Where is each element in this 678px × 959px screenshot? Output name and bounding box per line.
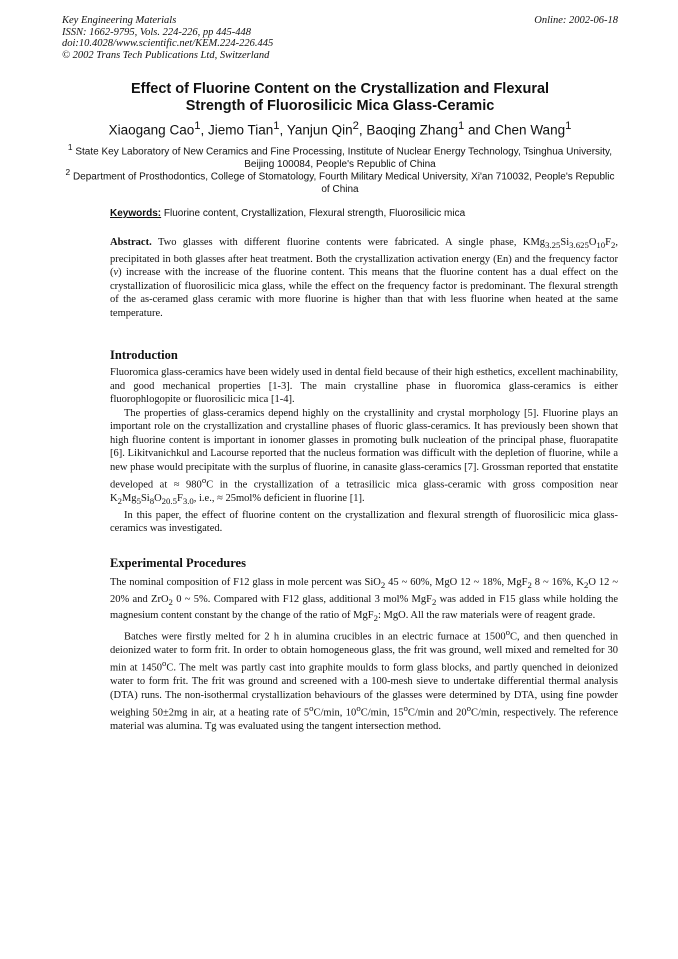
exp-text: C/min and 20 <box>407 707 467 719</box>
degree-symbol: o <box>161 658 167 669</box>
exp-text: 0 ~ 5%. Compared with F12 glass, additional 3 mol% MgF <box>172 593 432 605</box>
journal-header <box>62 15 618 61</box>
doi-line: doi:10.4028/www.scientific.net/KEM.224-226.445 <box>62 38 274 49</box>
author-3-affil: 2 <box>352 120 359 132</box>
issn-line: ISSN: 1662-9795, Vols. 224-226, pp 445-448 <box>62 26 251 38</box>
degree-symbol: o <box>201 475 207 485</box>
abstract-text: F <box>605 237 612 248</box>
affiliation-2 <box>62 166 618 196</box>
degree-symbol: o <box>466 703 472 714</box>
subscript: 2 <box>527 580 532 591</box>
subscript: 2 <box>117 496 122 507</box>
exp-text: C/min, 15 <box>360 707 404 719</box>
intro-text: , i.e., ≈ 25mol% deficient in fluorine [1]. <box>193 493 365 504</box>
intro-text: The properties of glass-ceramics depend highly on the crystallinity and crystal morphology [5]. Fluorine plays an important role on the crystallization and crystalline phases of fluoric glass-ceramics. It has previously been shown that high fluorine content is important in ionomer glasses in promoting bulk nucleation of the principal phase, fluorapatite [6]. Likitvanichkul and Lacourse reported that the nucleus formation was difficult with the depletion of fluorine, while a new phase would precipitate with the surplus of fluorine, in canasite glass-ceramics [7]. Grossman reported that enstatite developed at ≈ 980 <box>110 407 618 491</box>
affiliation-2-marker: 2 <box>65 167 71 177</box>
paper-title <box>62 81 618 115</box>
exp-text: O 12 ~ 20% and ZrO <box>110 577 619 605</box>
exp-paragraph-2 <box>110 626 618 734</box>
exp-text: C/min, 10 <box>313 707 357 719</box>
author-1: Xiaogang Cao <box>108 122 195 138</box>
intro-paragraph-2 <box>110 407 618 509</box>
exp-text: : MgO. All the raw materials were of reagent grade. <box>377 610 596 622</box>
subscript: 2 <box>168 596 173 607</box>
affiliation-1-text: State Key Laboratory of New Ceramics and Fine Processing, Institute of Nuclear Energy Technology, Tsinghua University, Beijing 100084, People's Republic of China <box>75 146 613 170</box>
abstract-paragraph <box>110 236 618 320</box>
degree-symbol: o <box>309 703 314 714</box>
exp-text: C. The melt was partly cast into graphite moulds to form glass blocks, and partly quenched in deionized water to form frit. The frit was ground and screened with a 100-mesh sieve to undertake differential thermal analysis (DTA) runs. The non-isothermal crystallization behaviours of the glasses were determined by DTA, using fine powder weighing 50±2mg in air, at a heating rate of 5 <box>110 662 618 719</box>
intro-text: Si <box>140 493 150 504</box>
copyright-line: © 2002 Trans Tech Publications Ltd, Switzerland <box>62 49 270 61</box>
keywords-text: Fluorine content, Crystallization, Flexural strength, Fluorosilicic mica <box>163 208 466 219</box>
abstract-text: , precipitated in both glasses after heat treatment. Both the crystallization activation energy (En) and the frequency factor ( <box>110 237 619 279</box>
author-3: Yanjun Qin <box>286 122 353 138</box>
introduction-heading: Introduction <box>110 348 178 362</box>
author-list: Xiaogang Cao$^1$, Jiemo Tian$^1$, Yanjun Qin$^2$, Baoqing Zhang$^1$ and Chen Wang$^1$ <box>108 120 572 138</box>
author-1-affil: 1 <box>194 120 201 132</box>
experimental-heading: Experimental Procedures <box>110 556 246 570</box>
intro-paragraph-1: Fluoromica glass-ceramics have been widely used in dental field because of their high esthetics, excellent machinability, and good mechanical properties [1-3]. The main crystalline phase in fluoromica glass-ceramics is either fluorophlogopite or fluorosilicic mica [1-4]. <box>110 367 618 405</box>
author-5: Chen Wang <box>494 122 566 138</box>
journal-name: Key Engineering Materials <box>62 15 177 26</box>
exp-text: 45 ~ 60%, MgO 12 ~ 18%, MgF <box>385 577 528 588</box>
abstract-text: Two glasses with different fluorine contents were fabricated. A single phase, KMg <box>157 237 546 248</box>
subscript: 2 <box>380 580 386 591</box>
subscript: 20.5 <box>161 496 177 507</box>
subscript: 2 <box>373 613 378 624</box>
introduction-body <box>110 366 618 536</box>
subscript: 3.625 <box>569 240 589 251</box>
exp-text: C, and then quenched in deionized water to form frit. In order to obtain homogeneous glass, the frit was ground, well mixed and remelted for 30 min at 1450 <box>110 631 618 674</box>
keywords-label: Keywords: <box>110 208 162 219</box>
title-line-2: Strength of Fluorosilicic Mica Glass-Ceramic <box>185 98 495 114</box>
title-line-1: Effect of Fluorine Content on the Crystallization and Flexural <box>130 81 550 97</box>
intro-text: Mg <box>121 493 137 504</box>
exp-text: 8 ~ 16%, K <box>531 577 584 588</box>
intro-text: O <box>154 493 162 504</box>
degree-symbol: o <box>403 703 408 714</box>
subscript: 10 <box>596 240 606 251</box>
intro-text: C in the crystallization of a tetrasilicic mica glass-ceramic with gross composition near K <box>110 479 618 504</box>
subscript: 3.0 <box>182 496 194 507</box>
subscript: 2 <box>611 240 616 251</box>
subscript: 2 <box>583 580 589 591</box>
intro-text: F <box>176 493 183 504</box>
abstract-text: ) increase with the increase of the fluorine content. This means that the fluorine content has a dual effect on the crystallization of fluorosilicic mica glass, while the effect on the frequency factor is predominant. The flexural strength of the as-ceramed glass ceramic with more fluorine is higher than that with less fluorine when heated at the same temperature. <box>110 267 618 319</box>
author-and: and <box>468 122 491 138</box>
intro-paragraph-3: In this paper, the effect of fluorine content on the crystallization and flexural strength of fluorosilicic mica glass-ceramics was investigated. <box>110 509 618 535</box>
keywords <box>110 208 618 219</box>
degree-symbol: o <box>356 703 361 714</box>
abstract <box>110 236 618 320</box>
affiliation-1-marker: 1 <box>67 142 73 152</box>
author-2: Jiemo Tian <box>208 122 274 138</box>
online-date: Online: 2002-06-18 <box>534 15 618 26</box>
affiliation-2-text: Department of Prosthodontics, College of Stomatology, Fourth Military Medical University, Xi'an 710032, People's Republic of China <box>72 171 615 195</box>
subscript: 3.25 <box>545 240 561 251</box>
experimental-body <box>110 576 618 734</box>
exp-text: was added in F15 glass while holding the magnesium content constant by the change of the ratio of MgF <box>110 593 619 622</box>
abstract-text: O <box>588 237 597 248</box>
author-4-affil: 1 <box>457 120 465 132</box>
exp-text: Batches were firstly melted for 2 h in alumina crucibles in an electric furnace at 1500 <box>124 631 506 643</box>
exp-text: The nominal composition of F12 glass in mole percent was SiO <box>110 577 381 588</box>
nu-symbol: ν <box>113 267 119 279</box>
author-5-affil: 1 <box>565 120 572 132</box>
author-2-affil: 1 <box>273 120 280 132</box>
subscript: 5 <box>136 496 141 507</box>
degree-symbol: o <box>505 626 511 637</box>
abstract-label: Abstract. <box>110 237 152 248</box>
subscript: 8 <box>149 496 155 507</box>
exp-paragraph-1 <box>110 576 618 626</box>
author-4: Baoqing Zhang <box>366 122 458 138</box>
abstract-text: Si <box>560 237 570 248</box>
exp-text: C/min, respectively. The reference material was alumina. Tg was evaluated using the tangent intersection method. <box>110 707 619 733</box>
subscript: 2 <box>432 596 437 607</box>
